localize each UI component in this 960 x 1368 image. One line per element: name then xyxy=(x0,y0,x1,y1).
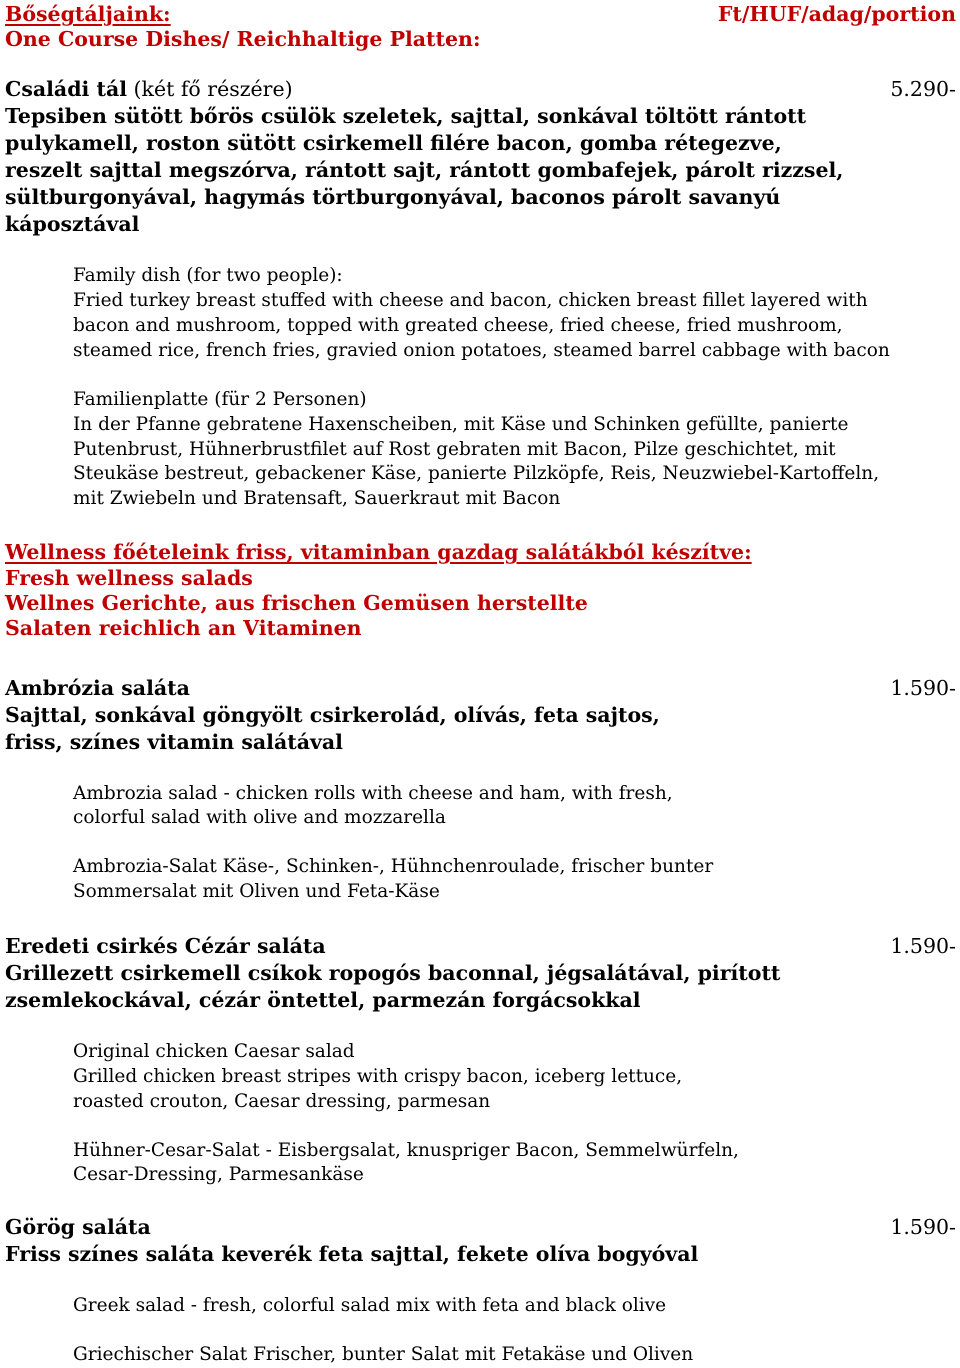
dish-desc-en-line: Ambrozia salad - chicken rolls with cheese and ham, with fresh, xyxy=(73,783,673,804)
dish-desc-hu-line: reszelt sajttal megszórva, rántott sajt, rántott gombafejek, párolt rizzsel, xyxy=(5,158,844,182)
dish-desc-en-line: roasted crouton, Caesar dressing, parmesan xyxy=(73,1091,491,1112)
dish-desc-en-line: Fried turkey breast stuffed with cheese and bacon, chicken breast fillet layered with xyxy=(73,290,868,311)
dish-desc-en-line: bacon and mushroom, topped with greated cheese, fried cheese, fried mushroom, xyxy=(73,315,843,336)
dish-desc-de-line: Sommersalat mit Oliven und Feta-Käse xyxy=(73,881,440,902)
dish-price: 1.590- xyxy=(890,676,956,700)
dish-desc-de-line: Familienplatte (für 2 Personen) xyxy=(73,389,367,410)
dish-note: (két fő részére) xyxy=(127,77,293,101)
dish-name: Családi tál xyxy=(5,77,128,101)
dish-desc-en-line: Grilled chicken breast stripes with crispy bacon, iceberg lettuce, xyxy=(73,1066,683,1087)
dish-desc-hu-line: pulykamell, roston sütött csirkemell filére bacon, gomba rétegezve, xyxy=(5,131,782,155)
section-subtitle-wellness-de: Salaten reichlich an Vitaminen xyxy=(5,616,362,640)
section-title-wellness: Wellness főételeink friss, vitaminban gazdag salátákból készítve: xyxy=(5,540,752,564)
dish-desc-de-line: In der Pfanne gebratene Haxenscheiben, mit Käse und Schinken gefüllte, panierte xyxy=(73,414,849,435)
dish-title-ambrozia: Ambrózia saláta xyxy=(5,676,190,700)
dish-desc-de-line: Griechischer Salat Frischer, bunter Salat mit Fetakäse und Oliven xyxy=(73,1344,694,1365)
dish-desc-hu-line: friss, színes vitamin salátával xyxy=(5,730,343,754)
dish-title-cezar: Eredeti csirkés Cézár saláta xyxy=(5,934,326,958)
dish-desc-de-line: Cesar-Dressing, Parmesankäse xyxy=(73,1164,364,1185)
dish-desc-hu-line: zsemlekockával, cézár öntettel, parmezán forgácsokkal xyxy=(5,988,641,1012)
dish-desc-de-line: Steukäse bestreut, gebackener Käse, panierte Pilzköpfe, Reis, Neuzwiebel-Kartoffeln, xyxy=(73,463,880,484)
dish-title-csaladi-tal xyxy=(5,79,293,100)
section-subtitle-wellness-en: Fresh wellness salads xyxy=(5,566,253,590)
dish-price: 1.590- xyxy=(890,1215,956,1239)
dish-desc-en-line: steamed rice, french fries, gravied onion potatoes, steamed barrel cabbage with bacon xyxy=(73,340,890,361)
dish-desc-en-line: Family dish (for two people): xyxy=(73,265,343,286)
dish-desc-hu-line: sültburgonyával, hagymás törtburgonyával, baconos párolt savanyú xyxy=(5,185,781,209)
section-subtitle-bosegtal: One Course Dishes/ Reichhaltige Platten: xyxy=(5,27,481,51)
dish-desc-en-line: colorful salad with olive and mozzarella xyxy=(73,807,446,828)
dish-price: 1.590- xyxy=(890,934,956,958)
dish-desc-de-line: mit Zwiebeln und Bratensaft, Sauerkraut mit Bacon xyxy=(73,488,561,509)
dish-title-gorog: Görög saláta xyxy=(5,1215,151,1239)
dish-desc-de-line: Ambrozia-Salat Käse-, Schinken-, Hühnchenroulade, frischer bunter xyxy=(73,856,714,877)
dish-desc-hu-line: Tepsiben sütött bőrös csülök szeletek, sajttal, sonkával töltött rántott xyxy=(5,104,807,128)
section-subtitle-wellness-de: Wellnes Gerichte, aus frischen Gemüsen herstellte xyxy=(5,591,588,615)
dish-desc-hu-line: káposztával xyxy=(5,212,140,236)
dish-desc-hu-line: Grillezett csirkemell csíkok ropogós baconnal, jégsalátával, pirított xyxy=(5,961,781,985)
section-title-bosegtal: Bőségtáljaink: xyxy=(5,2,171,26)
dish-desc-en-line: Greek salad - fresh, colorful salad mix with feta and black olive xyxy=(73,1295,667,1316)
dish-desc-hu-line: Sajttal, sonkával göngyölt csirkerolád, olívás, feta sajtos, xyxy=(5,703,660,727)
price-unit-label: Ft/HUF/adag/portion xyxy=(717,2,956,26)
dish-desc-en-line: Original chicken Caesar salad xyxy=(73,1041,355,1062)
dish-desc-de-line: Putenbrust, Hühnerbrustfilet auf Rost gebraten mit Bacon, Pilze geschichtet, mit xyxy=(73,439,836,460)
dish-price: 5.290- xyxy=(890,77,956,101)
dish-desc-de-line: Hühner-Cesar-Salat - Eisbergsalat, knuspriger Bacon, Semmelwürfeln, xyxy=(73,1140,739,1161)
dish-desc-hu-line: Friss színes saláta keverék feta sajttal, fekete olíva bogyóval xyxy=(5,1242,699,1266)
